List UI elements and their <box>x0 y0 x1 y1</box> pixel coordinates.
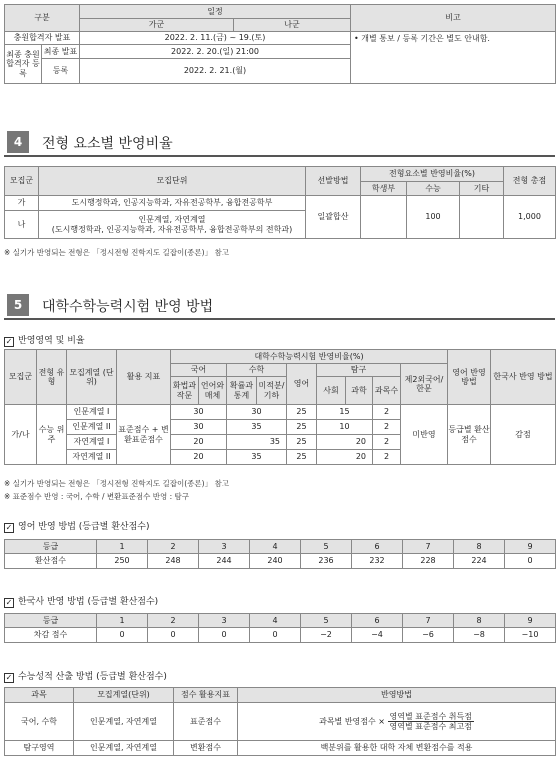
ratio-units-ga: 도시행정학과, 인공지능학과, 자유전공학부, 융합전공학부 <box>39 196 306 211</box>
ratio-group-na: 나 <box>5 211 39 239</box>
english-grade: 6 <box>352 540 403 554</box>
csat-inquiry: 10 <box>317 420 373 435</box>
calc-series: 인문계열, 자연계열 <box>74 703 174 741</box>
english-score: 236 <box>301 554 352 569</box>
history-grade: 2 <box>148 614 199 628</box>
schedule-row-date: 2022. 2. 21.(월) <box>80 59 351 84</box>
csat-english-method: 등급별 환산점수 <box>448 405 491 465</box>
english-grade: 8 <box>454 540 505 554</box>
ratio-note: ※ 실기가 반영되는 전형은 「정시전형 진학지도 길잡이(종론)」 참고 <box>4 248 229 257</box>
history-grade: 1 <box>97 614 148 628</box>
history-score: 0 <box>97 628 148 643</box>
english-grade: 7 <box>403 540 454 554</box>
ratio-header-method: 선발방법 <box>306 167 361 196</box>
section-number: 5 <box>7 294 29 316</box>
csat-korean: 30 <box>171 420 227 435</box>
csat-header-history: 한국사 반영 방법 <box>491 350 556 405</box>
calc-index: 변환점수 <box>174 741 238 756</box>
csat-table <box>4 349 556 465</box>
english-table <box>4 539 556 569</box>
ratio-units-na-line1: 인문계열, 자연계열 <box>138 215 206 225</box>
csat-header-english: 영어 반영 방법 <box>448 350 491 405</box>
ratio-group-ga: 가 <box>5 196 39 211</box>
history-score: −10 <box>505 628 556 643</box>
ratio-header-other: 기타 <box>460 182 504 196</box>
english-grade: 4 <box>250 540 301 554</box>
english-score: 250 <box>97 554 148 569</box>
csat-inquiry: 15 <box>317 405 373 420</box>
english-score: 0 <box>505 554 556 569</box>
csat-index: 표준점수 + 변환표준점수 <box>117 405 171 465</box>
schedule-header-date: 일정 <box>80 5 351 19</box>
csat-series: 인문계열 I <box>67 405 117 420</box>
english-grade: 2 <box>148 540 199 554</box>
calc-formula-prefix: 과목별 반영점수 × <box>319 717 385 726</box>
calc-subject: 탐구영역 <box>5 741 74 756</box>
subsection-title: 반영영역 및 비율 <box>18 336 85 346</box>
csat-header-series: 모집계열 (단위) <box>67 350 117 405</box>
history-score: −8 <box>454 628 505 643</box>
ratio-header-unit: 모집단위 <box>39 167 306 196</box>
english-score: 228 <box>403 554 454 569</box>
english-grade: 1 <box>97 540 148 554</box>
schedule-table <box>4 4 556 84</box>
schedule-row-date: 2022. 2. 11.(금) ~ 19.(토) <box>80 32 351 45</box>
calc-header-method: 반영방법 <box>238 688 556 703</box>
english-score: 224 <box>454 554 505 569</box>
english-grade: 5 <box>301 540 352 554</box>
ratio-table <box>4 166 556 239</box>
history-grade: 6 <box>352 614 403 628</box>
schedule-row-date: 2022. 2. 20.(일) 21:00 <box>80 45 351 59</box>
calc-method <box>238 703 556 741</box>
calc-formula-fraction <box>388 712 474 731</box>
calc-formula-denominator: 영역별 표준점수 최고점 <box>389 722 472 731</box>
calc-header-subject: 과목 <box>5 688 74 703</box>
csat-korean: 20 <box>171 435 227 450</box>
history-header: 등급 <box>5 614 97 628</box>
english-score: 240 <box>250 554 301 569</box>
csat-type: 수능 위주 <box>37 405 67 465</box>
csat-header-science: 과학 <box>346 377 373 405</box>
ratio-header-total: 전형 총점 <box>504 167 556 196</box>
csat-eng: 25 <box>287 405 317 420</box>
ratio-units-na <box>39 211 306 239</box>
checkbox-icon: ✓ <box>5 598 13 607</box>
calc-subject: 국어, 수학 <box>5 703 74 741</box>
english-score: 232 <box>352 554 403 569</box>
history-score: −2 <box>301 628 352 643</box>
ratio-school <box>361 196 407 239</box>
history-score: 0 <box>148 628 199 643</box>
csat-header-ratio: 대학수학능력시험 반영비율(%) <box>171 350 448 364</box>
english-grade: 3 <box>199 540 250 554</box>
csat-series: 자연계열 II <box>67 450 117 465</box>
history-score: 0 <box>250 628 301 643</box>
schedule-header-category: 구분 <box>5 5 80 32</box>
history-grade: 7 <box>403 614 454 628</box>
section-title: 대학수학능력시험 반영 방법 <box>42 299 214 315</box>
csat-count: 2 <box>373 435 401 450</box>
subsection-heading <box>4 669 167 682</box>
csat-header-lang2: 제2외국어/ 한문 <box>401 364 448 405</box>
calc-series: 인문계열, 자연계열 <box>74 741 174 756</box>
subsection-heading <box>4 594 158 607</box>
ratio-header-school: 학생부 <box>361 182 407 196</box>
ratio-header-csat: 수능 <box>407 182 460 196</box>
ratio-other <box>460 196 504 239</box>
csat-count: 2 <box>373 450 401 465</box>
csat-series: 인문계열 II <box>67 420 117 435</box>
calc-header-index: 점수 활용지표 <box>174 688 238 703</box>
english-score: 248 <box>148 554 199 569</box>
csat-header-korean: 국어 <box>171 364 227 377</box>
subsection-title: 영어 반영 방법 (등급별 환산점수) <box>18 522 150 532</box>
csat-note: ※ 실기가 반영되는 전형은 「정시전형 진학지도 길잡이(종론)」 참고 <box>4 479 229 488</box>
checkbox-icon: ✓ <box>5 337 13 346</box>
csat-header-math1: 확률과 통계 <box>227 377 257 405</box>
english-score: 244 <box>199 554 250 569</box>
csat-header-type: 전형 유형 <box>37 350 67 405</box>
english-grade: 9 <box>505 540 556 554</box>
csat-header-social: 사회 <box>317 377 346 405</box>
csat-math: 30 <box>227 405 287 420</box>
history-grade: 9 <box>505 614 556 628</box>
csat-header-inquiry: 탐구 <box>317 364 401 377</box>
subsection-title: 수능성적 산출 방법 (등급별 환산점수) <box>18 672 167 682</box>
calc-formula-numerator: 영역별 표준점수 취득점 <box>389 711 472 721</box>
csat-group: 가/나 <box>5 405 37 465</box>
history-grade: 5 <box>301 614 352 628</box>
subsection-heading <box>4 519 150 532</box>
csat-lang2: 미반영 <box>401 405 448 465</box>
csat-header-count: 과목수 <box>373 377 401 405</box>
ratio-units-na-line2: (도시행정학과, 인공지능학과, 자유전공학부, 융합전공학부의 전학과) <box>51 224 293 234</box>
ratio-method: 일괄합산 <box>306 196 361 239</box>
csat-header-math: 수학 <box>227 364 287 377</box>
calc-method: 백분위를 활용한 대학 자체 변환점수를 적용 <box>238 741 556 756</box>
csat-math: 35 <box>227 420 287 435</box>
calc-header-series: 모집계열(단위) <box>74 688 174 703</box>
csat-history-method: 감점 <box>491 405 556 465</box>
schedule-header-remark: 비고 <box>351 5 556 32</box>
schedule-header-na: 나군 <box>234 19 351 32</box>
csat-note: ※ 표준점수 반영 : 국어, 수학 / 변환표준점수 반영 : 탐구 <box>4 492 189 501</box>
history-grade: 3 <box>199 614 250 628</box>
ratio-total: 1,000 <box>504 196 556 239</box>
history-grade: 8 <box>454 614 505 628</box>
csat-header-math2: 미적분/ 기하 <box>257 377 287 405</box>
csat-header-kor1: 화법과 작문 <box>171 377 199 405</box>
csat-header-eng: 영어 <box>287 364 317 405</box>
subsection-heading <box>4 333 85 346</box>
history-score: 0 <box>199 628 250 643</box>
csat-count: 2 <box>373 405 401 420</box>
section-divider <box>4 318 555 320</box>
calc-index: 표준점수 <box>174 703 238 741</box>
ratio-csat: 100 <box>407 196 460 239</box>
csat-count: 2 <box>373 420 401 435</box>
schedule-remark: • 개별 통보 / 등록 기간은 별도 안내함. <box>351 32 556 84</box>
csat-eng: 25 <box>287 420 317 435</box>
section-number: 4 <box>7 131 29 153</box>
checkbox-icon: ✓ <box>5 523 13 532</box>
csat-inquiry: 20 <box>317 435 373 450</box>
csat-header-index: 활용 지표 <box>117 350 171 405</box>
schedule-header-ga: 가군 <box>80 19 234 32</box>
ratio-header-ratio: 전형요소별 반영비율(%) <box>361 167 504 182</box>
ratio-header-group: 모집군 <box>5 167 39 196</box>
csat-header-kor2: 언어와 매체 <box>199 377 227 405</box>
section-divider <box>4 155 555 157</box>
checkbox-icon: ✓ <box>5 673 13 682</box>
csat-inquiry: 20 <box>317 450 373 465</box>
english-row-label: 환산점수 <box>5 554 97 569</box>
calc-table <box>4 687 556 756</box>
schedule-row-group: 최종 충원합격자 등록 <box>5 45 42 84</box>
csat-korean: 30 <box>171 405 227 420</box>
csat-header-group: 모집군 <box>5 350 37 405</box>
subsection-title: 한국사 반영 방법 (등급별 환산점수) <box>18 597 159 607</box>
history-row-label: 차감 점수 <box>5 628 97 643</box>
history-score: −6 <box>403 628 454 643</box>
csat-korean: 20 <box>171 450 227 465</box>
csat-math: 35 <box>227 435 287 450</box>
schedule-row-sub: 등록 <box>42 59 80 84</box>
schedule-row-sub: 최종 발표 <box>42 45 80 59</box>
schedule-row-label: 충원합격자 발표 <box>5 32 80 45</box>
csat-math: 35 <box>227 450 287 465</box>
english-header: 등급 <box>5 540 97 554</box>
history-grade: 4 <box>250 614 301 628</box>
history-table <box>4 613 556 643</box>
history-score: −4 <box>352 628 403 643</box>
section-title: 전형 요소별 반영비율 <box>42 136 173 152</box>
csat-eng: 25 <box>287 450 317 465</box>
csat-series: 자연계열 I <box>67 435 117 450</box>
csat-eng: 25 <box>287 435 317 450</box>
